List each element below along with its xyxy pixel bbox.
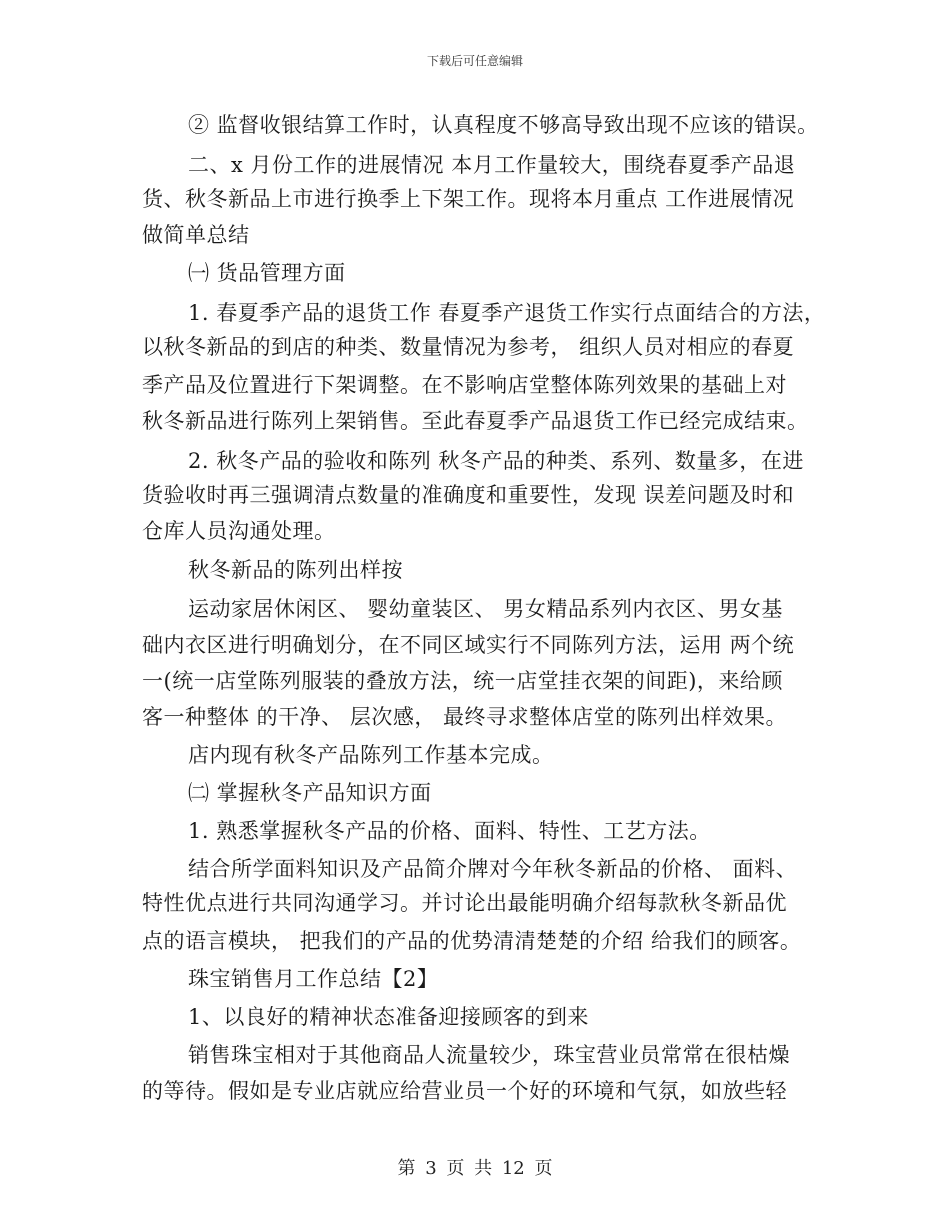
text-line: 特性优点进行共同沟通学习。并讨论出最能明确介绍每款秋冬新品优 xyxy=(142,891,787,915)
text-line: 以秋冬新品的到店的种类、数量情况为参考， 组织人员对相应的春夏 xyxy=(142,335,795,359)
text-line: 客一种整体 的干净、 层次感， 最终寻求整体店堂的陈列出样效果。 xyxy=(142,705,788,729)
text-line: 珠宝销售月工作总结【2】 xyxy=(188,967,439,991)
text-line: ㈡ 掌握秋冬产品知识方面 xyxy=(188,781,432,805)
text-line: 秋冬新品的陈列出样按 xyxy=(188,558,403,582)
text-line: 销售珠宝相对于其他商品人流量较少，珠宝营业员常常在很枯燥 xyxy=(188,1043,790,1067)
text-line: 货、秋冬新品上市进行换季上下架工作。现将本月重点 工作进展情况 xyxy=(142,187,795,211)
text-line: 点的语言模块， 把我们的产品的优势清清楚楚的介绍 给我们的顾客。 xyxy=(142,929,802,953)
text-line: 运动家居休闲区、 婴幼童装区、 男女精品系列内衣区、男女基 xyxy=(188,597,783,621)
text-line: 结合所学面料知识及产品简介牌对今年秋冬新品的价格、 面料、 xyxy=(188,857,798,881)
text-line: 一(统一店堂陈列服装的叠放方法，统一店堂挂衣架的间距)，来给顾 xyxy=(142,669,783,693)
text-line: 1. 熟悉掌握秋冬产品的价格、面料、特性、工艺方法。 xyxy=(188,819,711,843)
text-line: 的等待。假如是专业店就应给营业员一个好的环境和气氛，如放些轻 xyxy=(142,1079,787,1103)
text-line: ② 监督收银结算工作时，认真程度不够高导致出现不应该的错误。 xyxy=(188,113,819,137)
text-line: 做简单总结 xyxy=(142,223,250,247)
text-line: 仓库人员沟通处理。 xyxy=(142,519,336,543)
text-line: 二、x 月份工作的进展情况 本月工作量较大，围绕春夏季产品退 xyxy=(188,153,796,177)
text-line: 货验收时再三强调清点数量的准确度和重要性，发现 误差问题及时和 xyxy=(142,483,795,507)
text-line: ㈠ 货品管理方面 xyxy=(188,261,346,285)
text-line: 季产品及位置进行下架调整。在不影响店堂整体陈列效果的基础上对 xyxy=(142,373,787,397)
text-line: 1、以良好的精神状态准备迎接顾客的到来 xyxy=(188,1005,589,1029)
text-line: 1. 春夏季产品的退货工作 春夏季产退货工作实行点面结合的方法， xyxy=(188,301,826,325)
page-footer: 第 3 页 共 12 页 xyxy=(397,1158,553,1179)
text-line: 秋冬新品进行陈列上架销售。至此春夏季产品退货工作已经完成结束。 xyxy=(142,409,809,433)
text-line: 础内衣区进行明确划分，在不同区域实行不同陈列方法，运用 两个统 xyxy=(142,633,795,657)
text-line: 店内现有秋冬产品陈列工作基本完成。 xyxy=(188,743,554,767)
text-line: 2. 秋冬产品的验收和陈列 秋冬产品的种类、系列、数量多，在进 xyxy=(188,449,804,473)
page-header: 下载后可任意编辑 xyxy=(426,54,523,68)
